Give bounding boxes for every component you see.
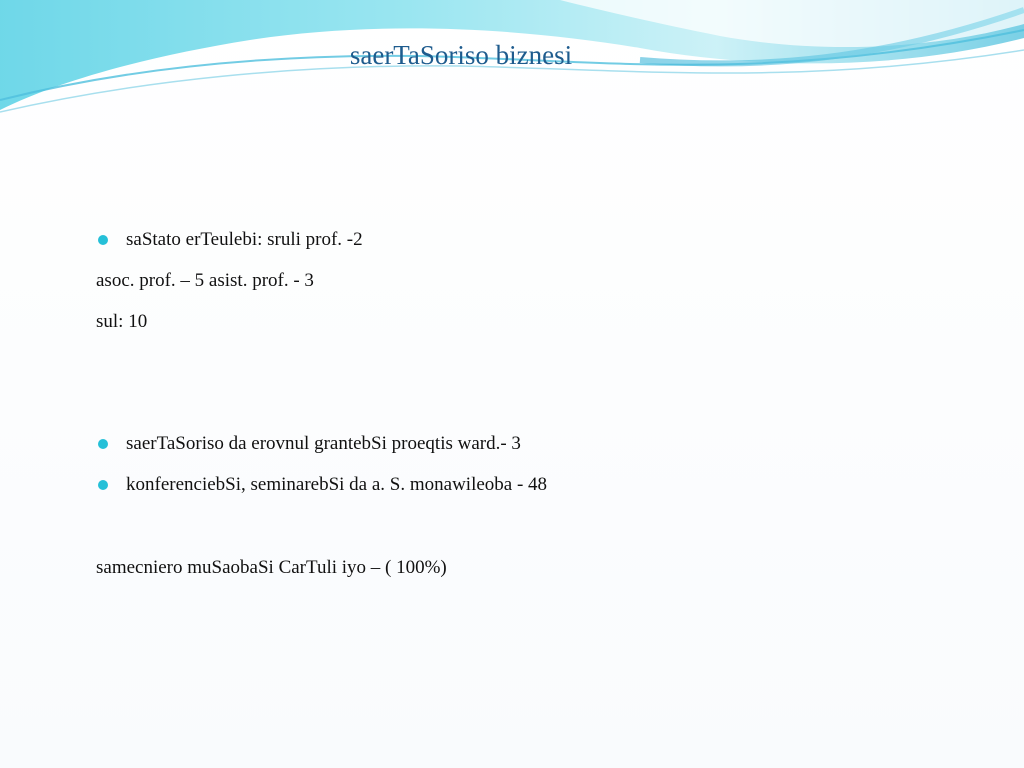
text-line-assoc: asoc. prof. – 5 asist. prof. - 3 [96, 270, 314, 291]
text-line-total: sul: 10 [96, 311, 148, 332]
bullet-icon [98, 235, 108, 245]
bullet-icon [98, 480, 108, 490]
bullet-icon [98, 439, 108, 449]
slide-title: saerTaSoriso biznesi [349, 40, 573, 70]
text-line-conferences: konferenciebSi, seminarebSi da a. S. monawileoba - 48 [126, 474, 548, 495]
text-line-staff: saStato erTeulebi: sruli prof. -2 [126, 229, 363, 250]
text-line-research: samecniero muSaobaSi CarTuli iyo – ( 100%) [96, 557, 447, 578]
text-line-grants: saerTaSoriso da erovnul grantebSi proeqtis ward.- 3 [126, 433, 521, 454]
